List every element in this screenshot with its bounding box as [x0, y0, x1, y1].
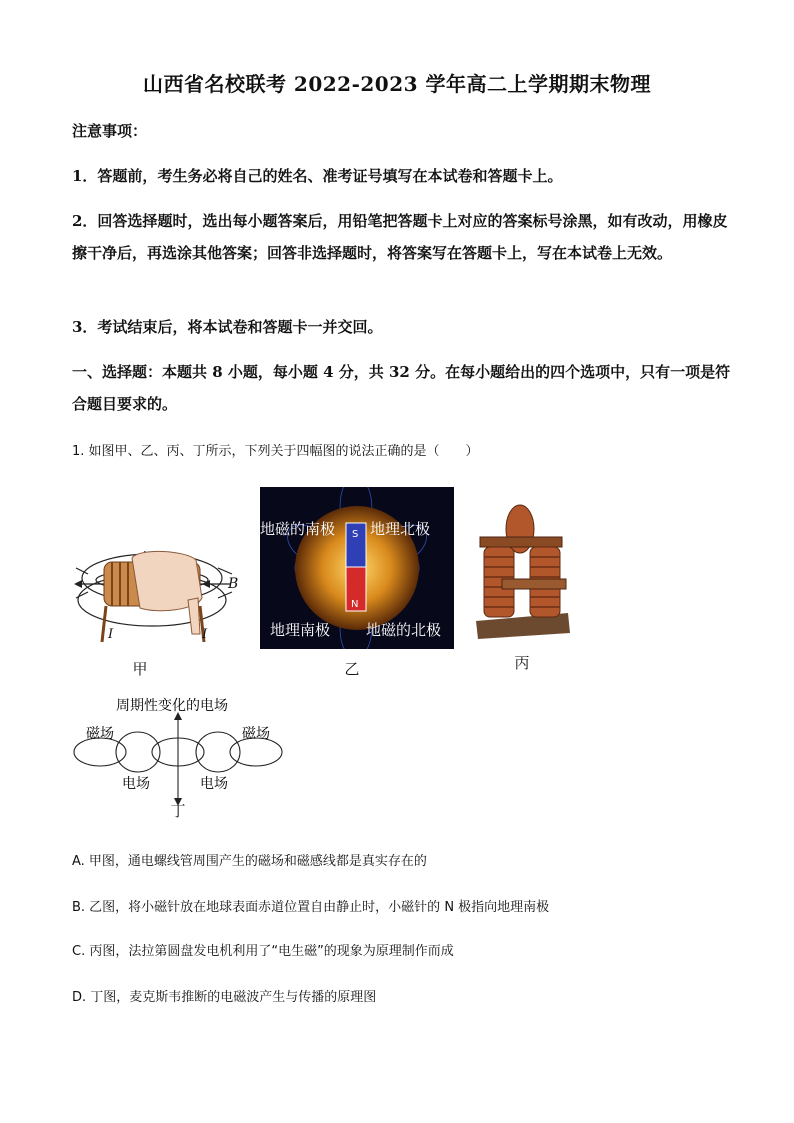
label-geo-north: 地理北极	[370, 520, 431, 538]
label-B: B	[228, 576, 239, 592]
label-geo-south: 地理南极	[270, 621, 331, 639]
figure-ding-label: 丁	[170, 802, 186, 820]
ding-elec-right: 电场	[200, 776, 228, 792]
option-B: B. 乙图，将小磁针放在地球表面赤道位置自由静止时，小磁针的 N 极指向地理南极	[72, 900, 550, 915]
option-A: A. 甲图，通电螺线管周围产生的磁场和磁感线都是真实存在的	[72, 854, 427, 869]
figure-bing-label: 丙	[514, 654, 530, 672]
figure-yi-label: 乙	[344, 660, 360, 678]
ding-mag-left: 磁场	[86, 726, 114, 742]
section-heading: 一、选择题：本题共 8 小题，每小题 4 分，共 32 分。在每小题给出的四个选项中，只有一项是符合题目要求的。	[72, 363, 731, 413]
page-title: 山西省名校联考 2022-2023 学年高二上学期期末物理	[142, 72, 652, 96]
magnet-N-label: N	[351, 599, 359, 610]
label-geomag-north: 地磁的北极	[366, 621, 442, 639]
note-item-2: 2．回答选择题时，选出每小题答案后，用铅笔把答题卡上对应的答案标号涂黑，如有改动，用橡皮擦干净后，再选涂其他答案；回答非选择题时，将答案写在答题卡上，写在本试卷上无效。	[72, 212, 728, 262]
label-I-right: I	[202, 627, 208, 642]
figure-bing-generator	[472, 503, 572, 639]
note-item-1: 1．答题前，考生务必将自己的姓名、准考证号填写在本试卷和答题卡上。	[72, 167, 563, 185]
label-geomag-south: 地磁的南极	[260, 520, 336, 538]
figure-jia-label: 甲	[132, 660, 148, 678]
magnet-S-label: S	[352, 529, 359, 540]
note-item-3: 3．考试结束后，将本试卷和答题卡一并交回。	[72, 318, 383, 336]
notes-heading: 注意事项：	[72, 122, 148, 140]
question-1-stem: 1. 如图甲、乙、丙、丁所示，下列关于四幅图的说法正确的是（ ）	[72, 444, 479, 459]
option-C: C. 丙图，法拉第圆盘发电机利用了“电生磁”的现象为原理制作而成	[72, 944, 454, 959]
ding-mag-right: 磁场	[242, 726, 270, 742]
option-D: D. 丁图，麦克斯韦推断的电磁波产生与传播的原理图	[72, 990, 377, 1005]
ding-elec-left: 电场	[122, 776, 150, 792]
figure-yi-earth-magnet	[260, 487, 454, 649]
label-I-left: I	[108, 627, 114, 642]
ding-top-label: 周期性变化的电场	[116, 698, 228, 714]
figure-jia-solenoid	[68, 538, 248, 658]
